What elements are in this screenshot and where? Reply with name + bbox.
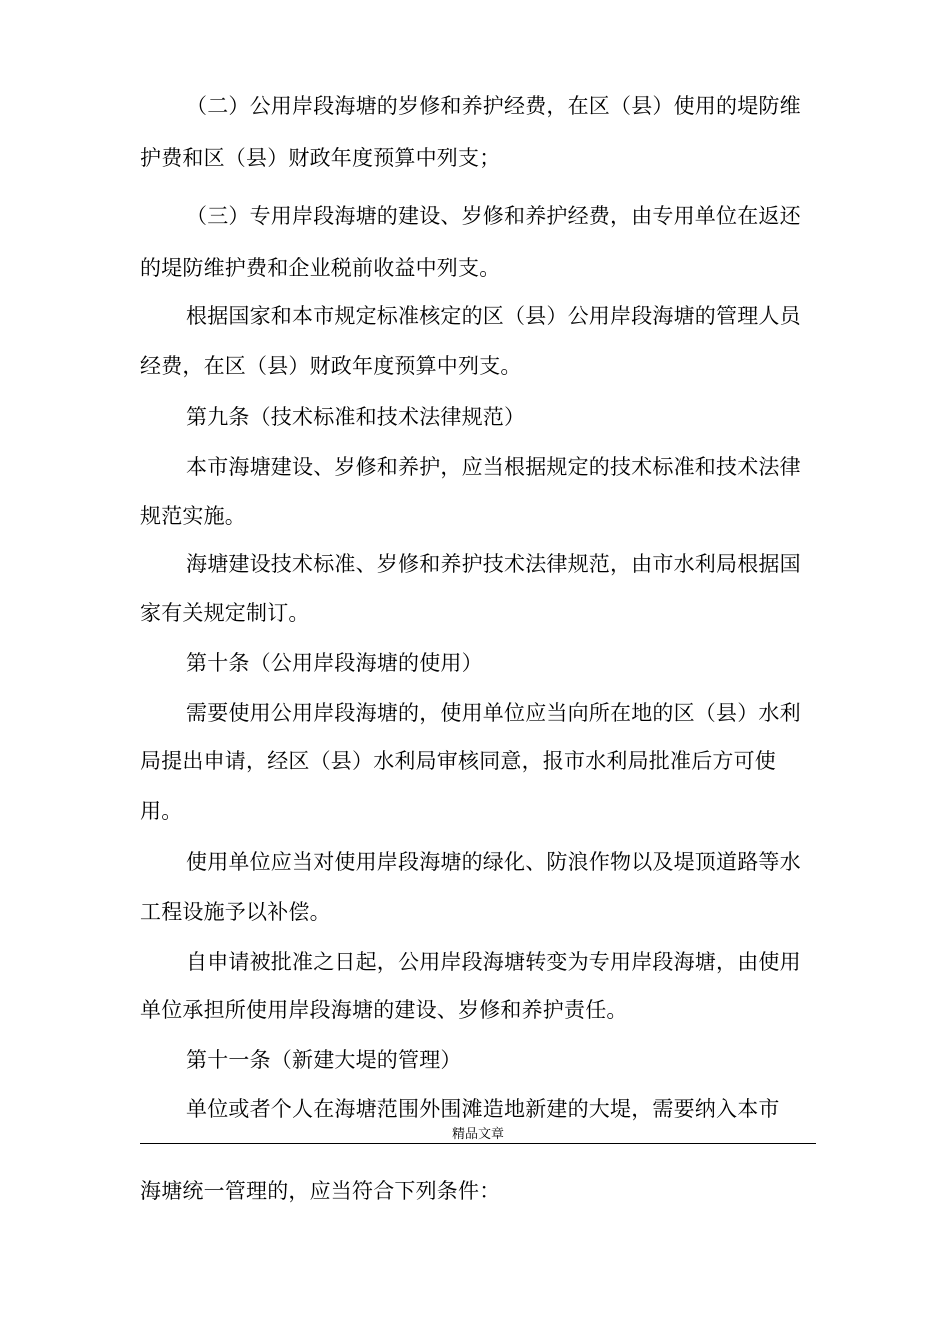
paragraph-line: （三）专用岸段海塘的建设、岁修和养护经费，由专用单位在返还 — [186, 204, 801, 228]
section-heading: 第九条（技术标准和技术法律规范） — [186, 405, 526, 429]
paragraph-line: 海塘建设技术标准、岁修和养护技术法律规范，由市水利局根据国 — [186, 552, 801, 576]
paragraph-line: 本市海塘建设、岁修和养护，应当根据规定的技术标准和技术法律 — [186, 455, 801, 479]
footer-label: 精品文章 — [451, 1127, 504, 1142]
paragraph-line: 使用单位应当对使用岸段海塘的绿化、防浪作物以及堤顶道路等水 — [186, 850, 801, 874]
paragraph-line: 海塘统一管理的，应当符合下列条件： — [140, 1179, 501, 1203]
section-heading: 第十一条（新建大堤的管理） — [186, 1048, 462, 1072]
paragraph-line: 根据国家和本市规定标准核定的区（县）公用岸段海塘的管理人员 — [186, 304, 801, 328]
paragraph-line: 护费和区（县）财政年度预算中列支； — [140, 146, 501, 170]
footer-rule — [140, 1143, 816, 1144]
section-heading: 第十条（公用岸段海塘的使用） — [186, 651, 483, 675]
paragraph-line: 规范实施。 — [140, 504, 246, 528]
paragraph-line: 局提出申请，经区（县）水利局审核同意，报市水利局批准后方可使 — [140, 749, 776, 773]
paragraph-line: 需要使用公用岸段海塘的，使用单位应当向所在地的区（县）水利 — [186, 701, 801, 725]
paragraph-line: 家有关规定制订。 — [140, 601, 310, 625]
paragraph-line: （二）公用岸段海塘的岁修和养护经费，在区（县）使用的堤防维 — [186, 94, 801, 118]
paragraph-line: 用。 — [140, 799, 183, 823]
paragraph-line: 自申请被批准之日起，公用岸段海塘转变为专用岸段海塘，由使用 — [186, 950, 801, 974]
paragraph-line: 单位或者个人在海塘范围外围滩造地新建的大堤，需要纳入本市 — [186, 1097, 780, 1121]
paragraph-line: 经费，在区（县）财政年度预算中列支。 — [140, 354, 522, 378]
paragraph-line: 工程设施予以补偿。 — [140, 900, 331, 924]
paragraph-line: 的堤防维护费和企业税前收益中列支。 — [140, 256, 501, 280]
paragraph-line: 单位承担所使用岸段海塘的建设、岁修和养护责任。 — [140, 998, 628, 1022]
